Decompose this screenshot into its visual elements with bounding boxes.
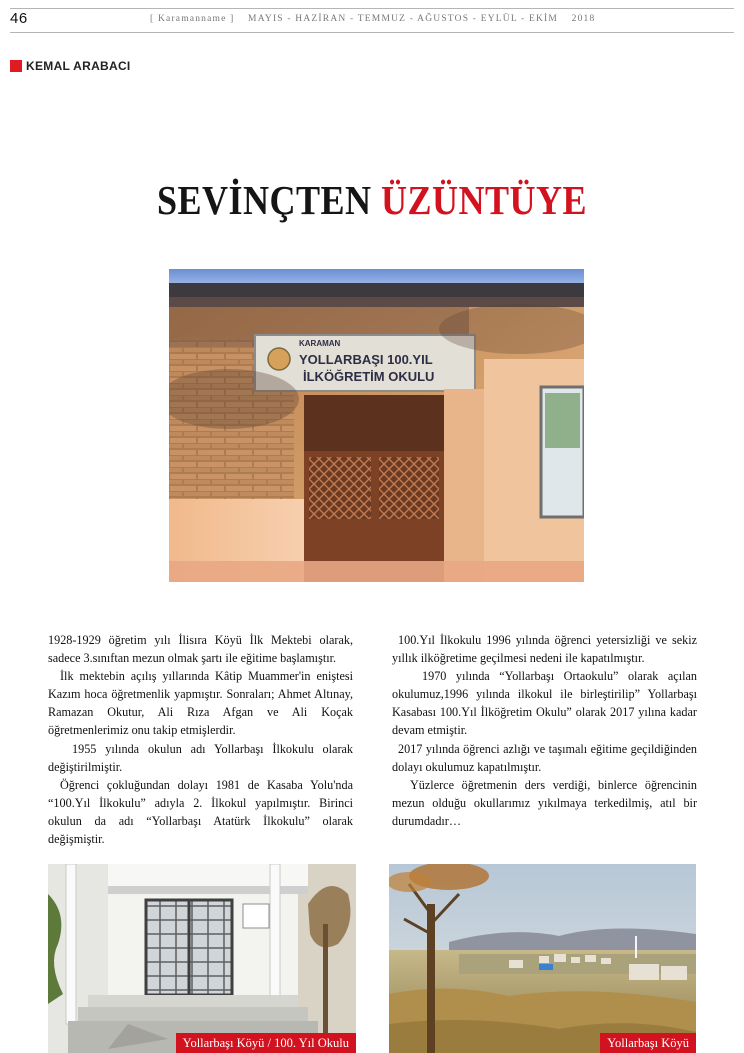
caption-right-photo: Yollarbaşı Köyü: [600, 1033, 696, 1053]
sign-text-line1: KARAMAN: [299, 339, 341, 348]
article-title: [45, 176, 700, 224]
photo-old-school-building: [48, 864, 356, 1053]
column2-paragraph: Yüzlerce öğretmenin ders verdiği, binlerce öğrencinin mezun olduğu okullarımız yıkılmaya terkedilmiş, atıl bir durumdadır…: [392, 777, 697, 828]
running-header: [150, 14, 595, 24]
title-part-1: SEVİNÇTEN: [157, 177, 372, 223]
column2-paragraph: 100.Yıl İlkokulu 1996 yılında öğrenci yetersizliği ve sekiz yıllık ilköğretime geçilmesi nedeni ile kapatılmıştır.: [392, 633, 697, 666]
issue-year: 2018: [571, 14, 596, 24]
article-column-1: [48, 631, 353, 848]
article-column-2: [392, 631, 697, 830]
column1-paragraph: 1955 yılında okulun adı Yollarbaşı İlkokulu olarak değiştirilmiştir.: [48, 741, 353, 774]
author-name: KEMAL ARABACI: [26, 59, 131, 73]
column2-paragraph: 2017 yılında öğrenci azlığı ve taşımalı eğitime geçildiğinden dolayı okulumuz kapatılmıştır.: [392, 741, 697, 774]
title-part-2: ÜZÜNTÜYE: [380, 177, 587, 223]
column1-paragraph: 1928-1929 öğretim yılı İlisıra Köyü İlk Mektebi olarak, sadece 3.sınıftan mezun olmak şartı ile eğitime başlamıştır.: [48, 633, 353, 666]
header-bottom-rule: [10, 32, 734, 33]
publication-name: [ Karamanname ]: [150, 14, 235, 24]
author-square-marker: [10, 60, 22, 72]
main-photo-school-entrance: [169, 269, 584, 582]
caption-left-photo: Yollarbaşı Köyü / 100. Yıl Okulu: [176, 1033, 356, 1053]
sign-text-line2: YOLLARBAŞI 100.YIL: [299, 352, 433, 367]
photo-village-landscape: [389, 864, 696, 1053]
column1-paragraph: İlk mektebin açılış yıllarında Kâtip Muammer'in eniştesi Kazım hoca öğretmenlik yapmıştır. Sonraları; Ahmet Altınay, Ramazan Okutur, Ali Rıza Afgan ve Ali Koçak öğretmenlerimiz onu takip etmişlerdir.: [48, 669, 353, 738]
page-number: 46: [10, 10, 28, 27]
sign-text-line3: İLKÖĞRETİM OKULU: [303, 369, 435, 384]
column1-paragraph: Öğrenci çokluğundan dolayı 1981 de Kasaba Yolu'nda “100.Yıl İlkokulu” adıyla 2. İlkokul yapılmıştır. Birinci okulun da adı “Yollarbaşı Atatürk İlkokulu” olarak değişmiştir.: [48, 777, 353, 847]
issue-months: MAYIS - HAZİRAN - TEMMUZ - AĞUSTOS - EYLÜL - EKİM: [248, 14, 559, 24]
header-top-rule: [10, 8, 734, 9]
author-tag: [10, 59, 131, 73]
column2-paragraph: 1970 yılında “Yollarbaşı Ortaokulu” olarak açılan okulumuz,1996 yılında ilkokul ile birleştirilip” Yollarbaşı Kasabası 100.Yıl İlköğretim Okulu” olarak 2017 yılına kadar devam etmiştir.: [392, 669, 697, 738]
